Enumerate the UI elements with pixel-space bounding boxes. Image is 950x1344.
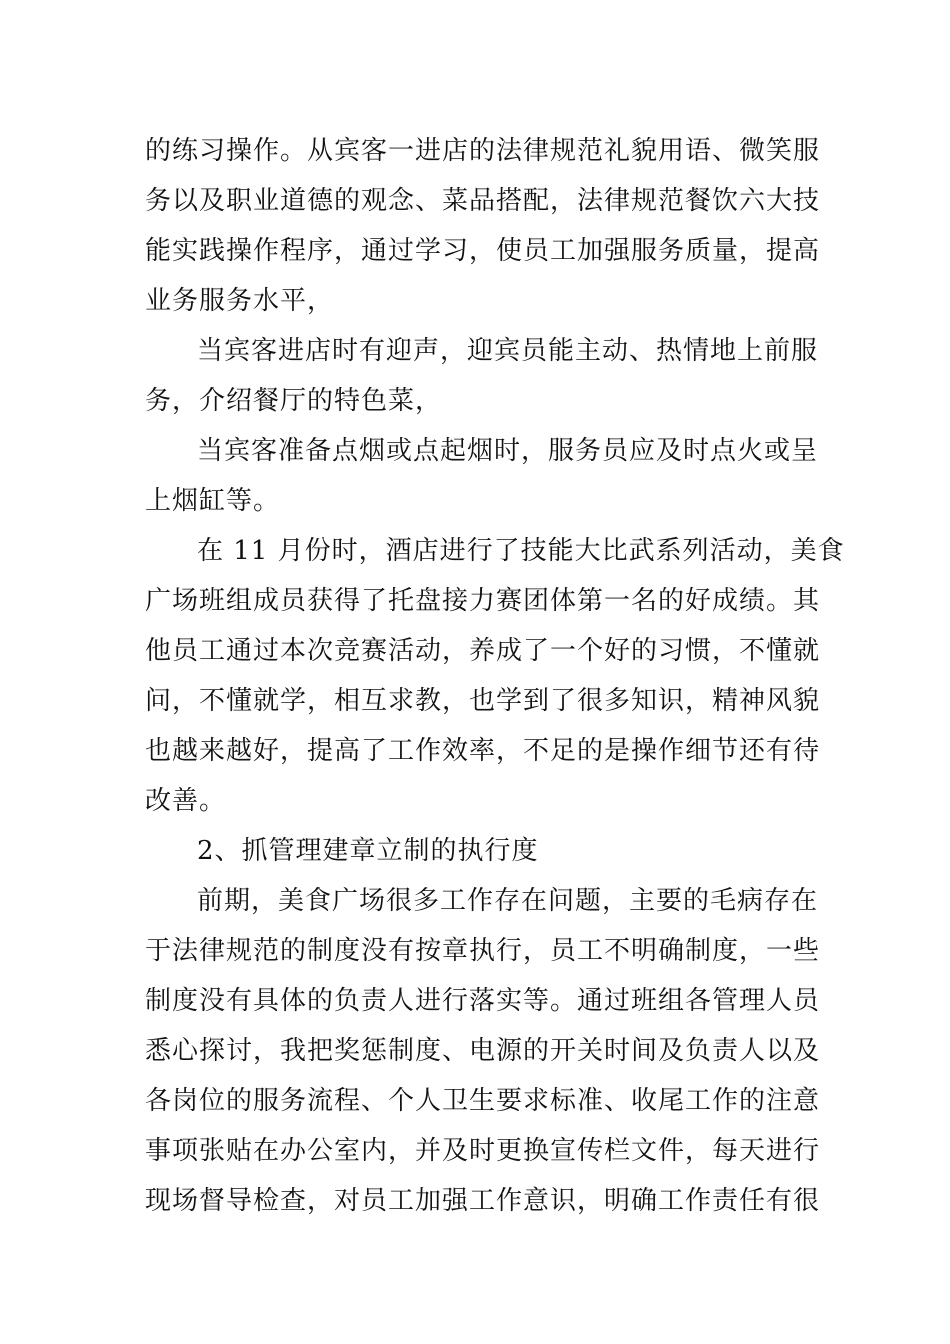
text-line: 改善。 — [145, 786, 227, 816]
text-line: 的练习操作。从宾客一进店的法律规范礼貌用语、微笑服 — [145, 136, 821, 166]
text-line: 他员工通过本次竞赛活动，养成了一个好的习惯，不懂就 — [145, 636, 821, 666]
text-line: 悉心探讨，我把奖惩制度、电源的开关时间及负责人以及 — [145, 1036, 821, 1066]
text-line: 上烟缸等。 — [145, 486, 281, 516]
text-line: 事项张贴在办公室内，并及时更换宣传栏文件，每天进行 — [145, 1136, 821, 1166]
text-line: 业务服务水平， — [145, 286, 335, 316]
text-line: 前期，美食广场很多工作存在问题，主要的毛病存在 — [197, 886, 819, 916]
text-line: 当宾客准备点烟或点起烟时，服务员应及时点火或呈 — [197, 436, 819, 466]
text-line: 广场班组成员获得了托盘接力赛团体第一名的好成绩。其 — [145, 586, 821, 616]
text-line: 能实践操作程序，通过学习，使员工加强服务质量，提高 — [145, 236, 821, 266]
section-heading: 2、抓管理建章立制的执行度 — [197, 836, 539, 866]
text-line: 问，不懂就学，相互求教，也学到了很多知识，精神风貌 — [145, 686, 821, 716]
text-line: 务，介绍餐厅的特色菜， — [145, 386, 443, 416]
text-line: 在 11 月份时，酒店进行了技能大比武系列活动，美食 — [197, 536, 845, 566]
text-line: 当宾客进店时有迎声，迎宾员能主动、热情地上前服 — [197, 336, 819, 366]
text-line: 于法律规范的制度没有按章执行，员工不明确制度，一些 — [145, 936, 821, 966]
text-line: 也越来越好，提高了工作效率，不足的是操作细节还有待 — [145, 736, 821, 766]
text-line: 现场督导检查，对员工加强工作意识，明确工作责任有很 — [145, 1186, 821, 1216]
text-line: 各岗位的服务流程、个人卫生要求标准、收尾工作的注意 — [145, 1086, 821, 1116]
text-line: 务以及职业道德的观念、菜品搭配，法律规范餐饮六大技 — [145, 186, 821, 216]
document-body — [145, 126, 845, 1226]
text-line: 制度没有具体的负责人进行落实等。通过班组各管理人员 — [145, 986, 821, 1016]
